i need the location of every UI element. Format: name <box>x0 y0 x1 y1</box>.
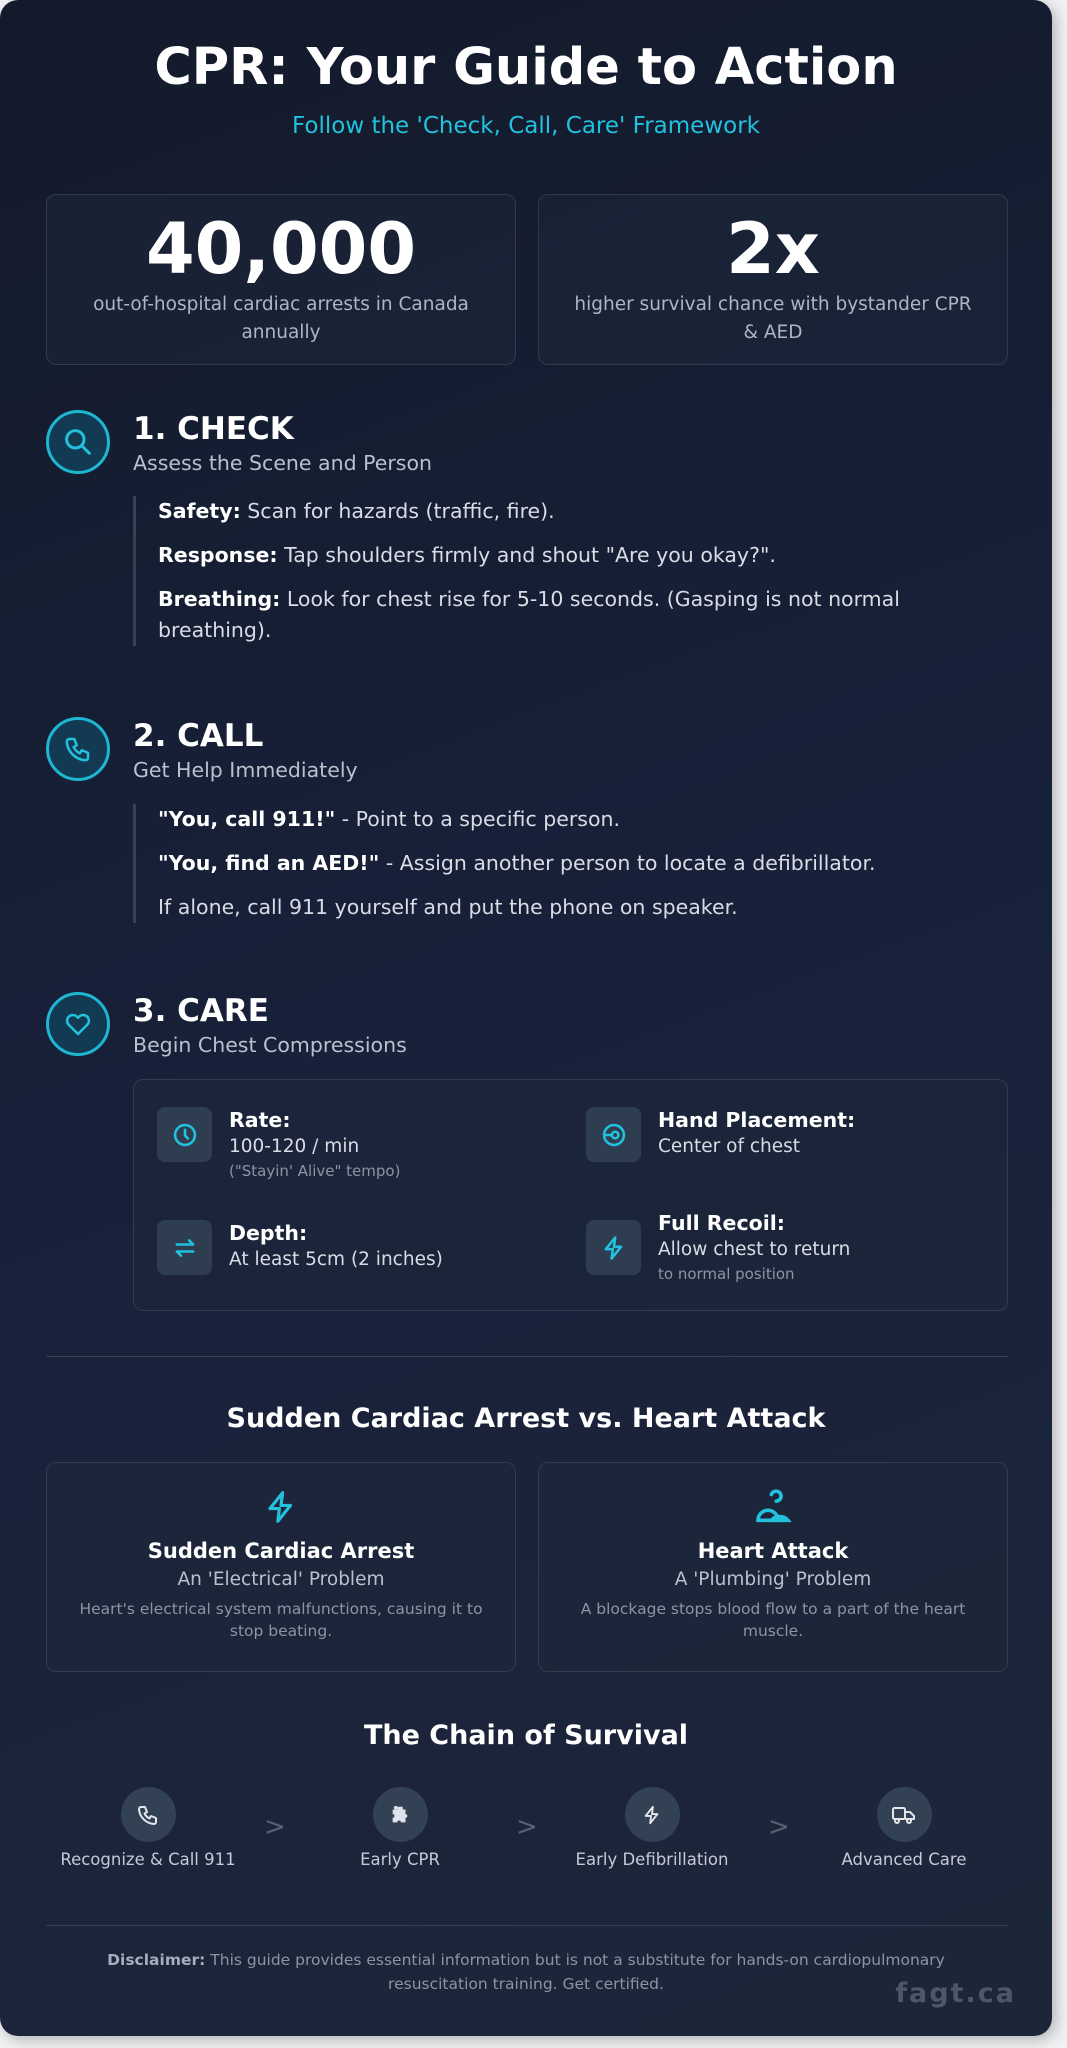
call-item-aed: "You, find an AED!" - Assign another person to locate a defibrillator. <box>158 851 876 875</box>
section-divider <box>46 1356 1008 1357</box>
phone-icon <box>121 1787 176 1842</box>
bolt-icon <box>47 1487 515 1527</box>
call-item-alone: If alone, call 911 yourself and put the phone on speaker. <box>158 895 738 919</box>
check-item-breathing: Breathing: Look for chest rise for 5-10 seconds. (Gasping is not normal breathing). <box>158 587 900 642</box>
step-care-title: 3. CARE <box>133 993 269 1029</box>
page-title: CPR: Your Guide to Action <box>154 38 898 97</box>
step-call-subtitle: Get Help Immediately <box>133 758 358 782</box>
check-item-safety: Safety: Scan for hazards (traffic, fire). <box>158 499 555 523</box>
target-icon <box>586 1107 641 1162</box>
stat-card-arrests <box>46 194 516 365</box>
stat-value: 40,000 <box>145 208 417 290</box>
chain-arrow: > <box>516 1812 538 1842</box>
chain-link-defibrillation: Early Defibrillation <box>542 1787 762 1869</box>
phone-icon <box>46 717 110 781</box>
chain-link-advanced-care: Advanced Care <box>794 1787 1014 1869</box>
bolt-icon <box>625 1787 680 1842</box>
step-call-list <box>133 804 993 923</box>
user-pipe-icon <box>539 1487 1007 1527</box>
care-item-hand-placement: Hand Placement: Center of chest <box>586 1107 855 1162</box>
comparison-card-cardiac-arrest: Sudden Cardiac Arrest An 'Electrical' Problem Heart's electrical system malfunctions, causing it to stop beating. <box>46 1462 516 1672</box>
step-check-subtitle: Assess the Scene and Person <box>133 451 433 475</box>
compression-details <box>133 1079 1008 1311</box>
care-item-full-recoil: Full Recoil: Allow chest to return to normal position <box>586 1220 850 1284</box>
search-icon <box>46 410 110 474</box>
stat-card-survival <box>538 194 1008 365</box>
step-care-subtitle: Begin Chest Compressions <box>133 1033 407 1057</box>
stat-label: out-of-hospital cardiac arrests in Canada annually <box>93 294 469 343</box>
brand-watermark: fagt.ca <box>895 1978 1016 2009</box>
comparison-card-heart-attack: Heart Attack A 'Plumbing' Problem A blockage stops blood flow to a part of the heart muscle. <box>538 1462 1008 1672</box>
bolt-icon <box>586 1220 641 1275</box>
check-item-response: Response: Tap shoulders firmly and shout "Are you okay?". <box>158 543 776 567</box>
stat-value: 2x <box>726 208 820 290</box>
chain-link-recognize: Recognize & Call 911 <box>38 1787 258 1869</box>
chain-arrow: > <box>768 1812 790 1842</box>
footer-divider <box>46 1925 1008 1926</box>
care-item-rate: Rate: 100-120 / min ("Stayin' Alive" tempo) <box>157 1107 400 1181</box>
heart-icon <box>46 992 110 1056</box>
chain-link-cpr: Early CPR <box>290 1787 510 1869</box>
disclaimer: Disclaimer: This guide provides essential information but is not a substitute for hands-on cardiopulmonary resuscitation training. Get certified. <box>107 1951 945 1993</box>
call-item-911: "You, call 911!" - Point to a specific person. <box>158 807 621 831</box>
clock-icon <box>157 1107 212 1162</box>
chain-title: The Chain of Survival <box>363 1720 689 1751</box>
ambulance-icon <box>877 1787 932 1842</box>
step-check-title: 1. CHECK <box>133 411 294 447</box>
arrows-exchange-icon <box>157 1220 212 1275</box>
step-call-title: 2. CALL <box>133 718 264 754</box>
puzzle-icon <box>373 1787 428 1842</box>
stat-label: higher survival chance with bystander CPR & AED <box>574 294 972 343</box>
comparison-title: Sudden Cardiac Arrest vs. Heart Attack <box>226 1403 826 1434</box>
care-item-depth: Depth: At least 5cm (2 inches) <box>157 1220 443 1275</box>
page-subtitle: Follow the 'Check, Call, Care' Framework <box>292 113 760 139</box>
chain-arrow: > <box>264 1812 286 1842</box>
step-check-list <box>133 496 993 646</box>
